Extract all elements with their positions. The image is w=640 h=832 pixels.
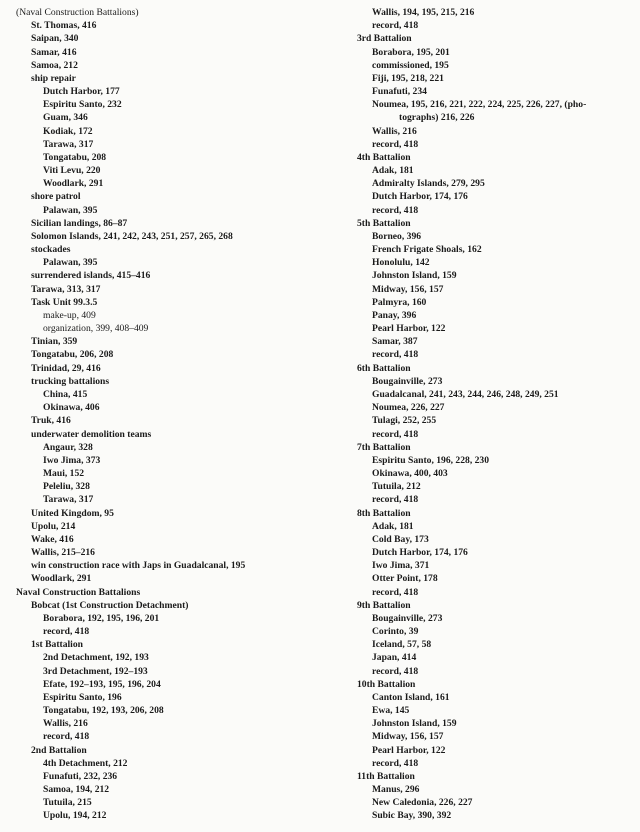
index-entry: Canton Island, 161	[372, 691, 450, 703]
index-entry: organization, 399, 408–409	[43, 323, 149, 335]
index-entry: Viti Levu, 220	[43, 165, 101, 177]
index-entry: stockades	[31, 244, 71, 256]
index-entry: Espiritu Santo, 196	[43, 691, 122, 703]
index-entry: Tarawa, 317	[43, 494, 94, 506]
index-entry: Wallis, 215–216	[31, 547, 95, 559]
index-entry: 9th Battalion	[357, 599, 411, 611]
index-entry: record, 418	[43, 731, 90, 743]
index-entry: Palawan, 395	[43, 204, 98, 216]
index-entry: Noumea, 195, 216, 221, 222, 224, 225, 226, 227, (pho-	[372, 99, 587, 111]
index-entry: Truk, 416	[31, 415, 71, 427]
index-entry: Corinto, 39	[372, 626, 419, 638]
index-entry: Midway, 156, 157	[372, 731, 444, 743]
index-entry: record, 418	[372, 349, 419, 361]
index-entry: 2nd Battalion	[31, 744, 87, 756]
index-entry: Tongatabu, 206, 208	[31, 349, 114, 361]
index-entry: 4th Battalion	[357, 151, 411, 163]
index-entry: underwater demolition teams	[31, 428, 152, 440]
index-entry: Subic Bay, 390, 392	[372, 810, 452, 822]
index-entry: Solomon Islands, 241, 242, 243, 251, 257, 265, 268	[31, 230, 233, 242]
index-entry: record, 418	[372, 586, 419, 598]
index-entry: trucking battalions	[31, 375, 110, 387]
index-entry: China, 415	[43, 388, 88, 400]
index-entry: Panay, 396	[372, 309, 417, 321]
index-entry: Naval Construction Battalions	[16, 586, 141, 598]
index-entry: record, 418	[43, 626, 90, 638]
index-entry: commissioned, 195	[372, 59, 449, 71]
index-entry: (Naval Construction Battalions)	[16, 7, 139, 18]
index-entry: Iceland, 57, 58	[372, 639, 432, 651]
index-entry: Dutch Harbor, 174, 176	[372, 191, 468, 203]
index-entry: Samar, 387	[372, 336, 418, 348]
index-entry: Upolu, 214	[31, 520, 76, 532]
index-entry: record, 418	[372, 757, 419, 769]
index-entry: Pearl Harbor, 122	[372, 744, 446, 756]
index-entry: record, 418	[372, 20, 419, 32]
index-entry: surrendered islands, 415–416	[31, 270, 151, 282]
index-entry: Noumea, 226, 227	[372, 402, 445, 414]
index-entry: Manus, 296	[372, 784, 420, 796]
index-entry: 4th Detachment, 212	[43, 757, 128, 769]
index-entry: Adak, 181	[372, 520, 414, 532]
index-entry: Bougainville, 273	[372, 375, 443, 387]
index-entry: Samoa, 194, 212	[43, 784, 110, 796]
index-entry: 1st Battalion	[31, 639, 83, 651]
index-entry: Funafuti, 232, 236	[43, 770, 118, 782]
index-entry: Tongatabu, 208	[43, 151, 107, 163]
index-entry: Sicilian landings, 86–87	[31, 217, 128, 229]
index-entry: 5th Battalion	[357, 217, 411, 229]
index-entry: Palmyra, 160	[372, 296, 427, 308]
index-entry: Okinawa, 400, 403	[372, 468, 448, 480]
index-entry: Trinidad, 29, 416	[31, 362, 101, 374]
index-entry: Iwo Jima, 373	[43, 454, 101, 466]
index-entry: Dutch Harbor, 174, 176	[372, 547, 468, 559]
index-entry: Ewa, 145	[372, 705, 410, 717]
index-entry: New Caledonia, 226, 227	[372, 797, 473, 809]
index-entry: Tinian, 359	[31, 336, 78, 348]
index-entry: Dutch Harbor, 177	[43, 86, 120, 98]
index-entry: French Frigate Shoals, 162	[372, 244, 482, 256]
index-entry: record, 418	[372, 428, 419, 440]
index-entry: Efate, 192–193, 195, 196, 204	[43, 678, 161, 690]
index-entry: Okinawa, 406	[43, 402, 100, 414]
index-entry: United Kingdom, 95	[31, 507, 114, 519]
index-entry: Upolu, 194, 212	[43, 810, 107, 822]
index-entry: Palawan, 395	[43, 257, 98, 269]
index-entry: Tutuila, 212	[372, 481, 421, 493]
index-entry: Pearl Harbor, 122	[372, 323, 446, 335]
index-column-right	[357, 6, 637, 823]
index-entry: Samar, 416	[31, 46, 77, 58]
index-entry: Admiralty Islands, 279, 295	[372, 178, 485, 190]
index-entry: Wallis, 194, 195, 215, 216	[372, 7, 475, 18]
index-entry: record, 418	[372, 204, 419, 216]
index-entry: St. Thomas, 416	[31, 20, 97, 32]
index-entry: Otter Point, 178	[372, 573, 438, 585]
index-entry: Saipan, 340	[31, 33, 79, 45]
index-entry: Wallis, 216	[372, 125, 417, 137]
index-entry: Espiritu Santo, 196, 228, 230	[372, 454, 490, 466]
index-entry: Peleliu, 328	[43, 481, 90, 493]
index-entry: 3rd Detachment, 192–193	[43, 665, 148, 677]
index-entry: Tulagi, 252, 255	[372, 415, 437, 427]
index-entry: record, 418	[372, 494, 419, 506]
index-entry: Johnston Island, 159	[372, 270, 457, 282]
index-entry: Fiji, 195, 218, 221	[372, 72, 444, 84]
index-entry: Bougainville, 273	[372, 612, 443, 624]
index-entry: Woodlark, 291	[43, 178, 104, 190]
index-entry: Borneo, 396	[372, 230, 422, 242]
index-entry: Borabora, 192, 195, 196, 201	[43, 612, 160, 624]
index-entry: Espiritu Santo, 232	[43, 99, 122, 111]
index-entry: Bobcat (1st Construction Detachment)	[31, 599, 189, 611]
index-entry: 6th Battalion	[357, 362, 411, 374]
index-entry: Task Unit 99.3.5	[31, 296, 98, 308]
index-entry: record, 418	[372, 665, 419, 677]
index-entry: Woodlark, 291	[31, 573, 92, 585]
index-entry: Midway, 156, 157	[372, 283, 444, 295]
index-entry: 2nd Detachment, 192, 193	[43, 652, 149, 664]
index-column-left	[16, 6, 346, 823]
index-entry: 8th Battalion	[357, 507, 411, 519]
index-entry: Honolulu, 142	[372, 257, 430, 269]
index-entry: tographs) 216, 226	[399, 112, 475, 124]
index-entry: Guam, 346	[43, 112, 88, 124]
index-entry: Wake, 416	[31, 533, 74, 545]
index-entry: Kodiak, 172	[43, 125, 93, 137]
index-entry: Funafuti, 234	[372, 86, 427, 98]
index-entry: 7th Battalion	[357, 441, 411, 453]
index-entry: Tarawa, 313, 317	[31, 283, 101, 295]
index-entry: Cold Bay, 173	[372, 533, 429, 545]
index-entry: Angaur, 328	[43, 441, 93, 453]
index-entry: Tarawa, 317	[43, 138, 94, 150]
index-entry: shore patrol	[31, 191, 81, 203]
index-entry: 11th Battalion	[357, 770, 415, 782]
index-entry: Borabora, 195, 201	[372, 46, 450, 58]
index-entry: win construction race with Japs in Guadalcanal, 195	[31, 560, 246, 572]
index-entry: Japan, 414	[372, 652, 417, 664]
index-entry: Johnston Island, 159	[372, 718, 457, 730]
index-entry: Guadalcanal, 241, 243, 244, 246, 248, 249, 251	[372, 388, 559, 400]
index-entry: record, 418	[372, 138, 419, 150]
index-entry: Iwo Jima, 371	[372, 560, 430, 572]
index-entry: Maui, 152	[43, 468, 85, 480]
index-entry: 10th Battalion	[357, 678, 416, 690]
index-entry: Tutuila, 215	[43, 797, 92, 809]
index-entry: Samoa, 212	[31, 59, 78, 71]
index-entry: make-up, 409	[43, 309, 96, 321]
index-entry: Tongatabu, 192, 193, 206, 208	[43, 705, 164, 717]
index-entry: 3rd Battalion	[357, 33, 412, 45]
index-entry: Wallis, 216	[43, 718, 88, 730]
index-entry: ship repair	[31, 72, 76, 84]
index-entry: Adak, 181	[372, 165, 414, 177]
